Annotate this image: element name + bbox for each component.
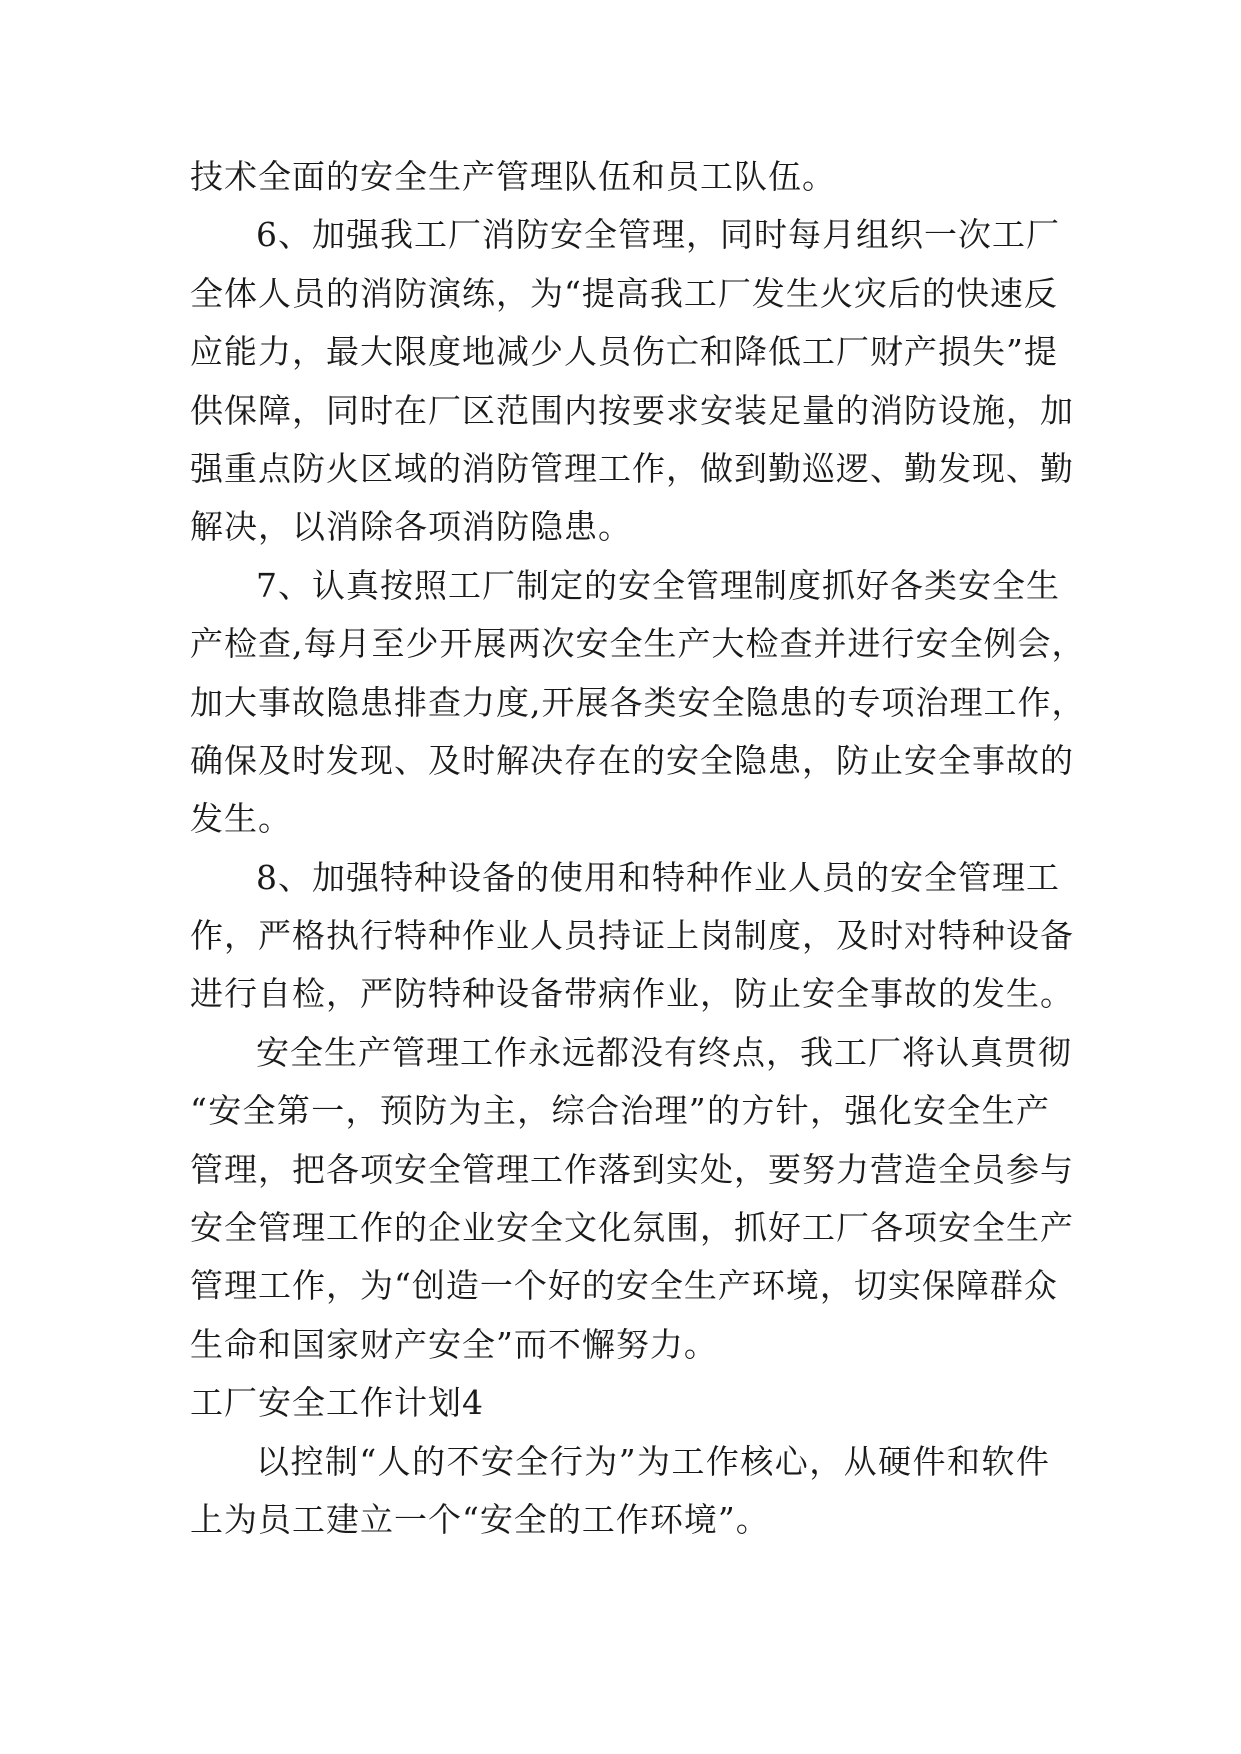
text-line: 8 、 加 强 特 种 设 备 的 使 用 和 特 种 作 业 人 员 的 安 全 管 理 工 [256,857,1060,897]
text-line: 加 大 事 故 隐 患 排 查 力 度 , 开 展 各 类 安 全 隐 患 的 专 项 治 理 工 作 ， [190,682,1086,722]
text-line: 确 保 及 时 发 现 、 及 时 解 决 存 在 的 安 全 隐 患 ， 防 止 安 全 事 故 的 [190,740,1074,780]
text-line: 安 全 生 产 管 理 工 作 永 远 都 没 有 终 点 ， 我 工 厂 将 认 真 贯 彻 [256,1032,1072,1072]
text-line: 生 命 和 国 家 财 产 安 全 ” 而 不 懈 努 力 。 [190,1324,718,1364]
text-line: 上 为 员 工 建 立 一 个 “ 安 全 的 工 作 环 境 ” 。 [190,1499,770,1539]
text-line: 安 全 管 理 工 作 的 企 业 安 全 文 化 氛 围 ， 抓 好 工 厂 各 项 安 全 生 产 [190,1208,1074,1248]
text-line: 发 生 。 [190,799,292,839]
text-line: 应 能 力 ， 最 大 限 度 地 减 少 人 员 伤 亡 和 降 低 工 厂 财 产 损 失 ” 提 [190,332,1058,372]
text-line: 管 理 工 作 ， 为 “ 创 造 一 个 好 的 安 全 生 产 环 境 ， 切 实 保 障 群 众 [190,1266,1058,1306]
text-line: 产 检 查 , 每 月 至 少 开 展 两 次 安 全 生 产 大 检 查 并 进 行 安 全 例 会 ， [190,624,1086,664]
text-line: 工 厂 安 全 工 作 计 划 4 [190,1383,484,1423]
text-line: 以 控 制 “ 人 的 不 安 全 行 为 ” 为 工 作 核 心 ， 从 硬 件 和 软 件 [256,1441,1050,1481]
text-line: 6 、 加 强 我 工 厂 消 防 安 全 管 理 ， 同 时 每 月 组 织 一 次 工 厂 [256,215,1060,255]
text-line: 供 保 障 ， 同 时 在 厂 区 范 围 内 按 要 求 安 装 足 量 的 消 防 设 施 ， 加 [190,390,1074,430]
text-line: 技 术 全 面 的 安 全 生 产 管 理 队 伍 和 员 工 队 伍 。 [190,157,836,196]
document-body [190,148,1086,1549]
text-line: 进 行 自 检 ， 严 防 特 种 设 备 带 病 作 业 ， 防 止 安 全 事 故 的 发 生 。 [190,974,1074,1014]
text-line: 全 体 人 员 的 消 防 演 练 ， 为 “ 提 高 我 工 厂 发 生 火 灾 后 的 快 速 反 [190,273,1058,313]
text-line: 解 决 ， 以 消 除 各 项 消 防 隐 患 。 [190,507,632,547]
text-line: 7 、 认 真 按 照 工 厂 制 定 的 安 全 管 理 制 度 抓 好 各 类 安 全 生 [256,565,1060,605]
text-line: 作 ， 严 格 执 行 特 种 作 业 人 员 持 证 上 岗 制 度 ， 及 时 对 特 种 设 备 [190,916,1074,956]
text-line: 强 重 点 防 火 区 域 的 消 防 管 理 工 作 ， 做 到 勤 巡 逻 、 勤 发 现 、 勤 [190,448,1074,488]
text-line: “ 安 全 第 一 ， 预 防 为 主 ， 综 合 治 理 ” 的 方 针 ， 强 化 安 全 生 产 [190,1091,1050,1131]
text-line: 管 理 ， 把 各 项 安 全 管 理 工 作 落 到 实 处 ， 要 努 力 营 造 全 员 参 与 [190,1149,1074,1189]
